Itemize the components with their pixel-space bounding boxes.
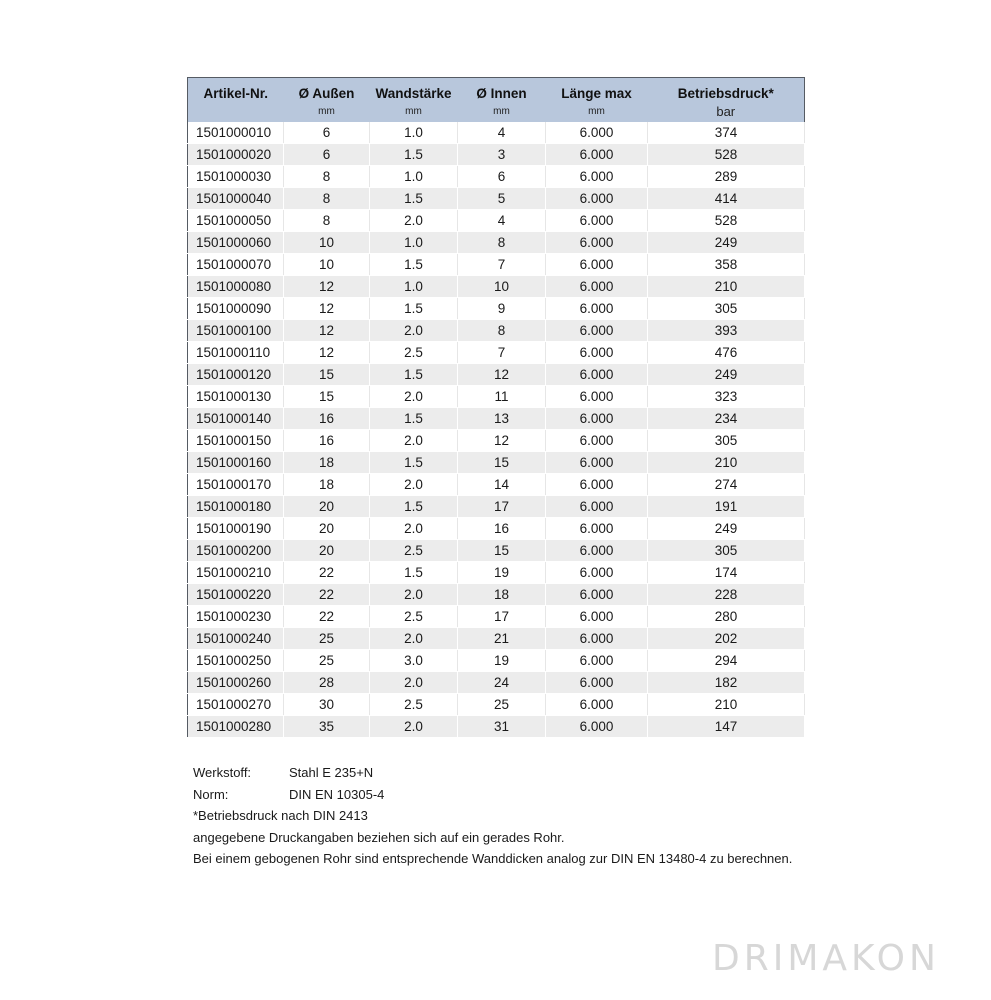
unit-wall-thickness: mm bbox=[370, 101, 458, 122]
cell-inner-diameter: 7 bbox=[458, 342, 546, 364]
cell-inner-diameter: 3 bbox=[458, 144, 546, 166]
drimakon-logo: DRIMAKON bbox=[712, 938, 940, 979]
table-row bbox=[188, 166, 805, 188]
cell-operating-pressure: 191 bbox=[648, 496, 805, 518]
cell-wall-thickness: 1.5 bbox=[370, 562, 458, 584]
cell-inner-diameter: 14 bbox=[458, 474, 546, 496]
table-row bbox=[188, 562, 805, 584]
table-row bbox=[188, 254, 805, 276]
cell-inner-diameter: 5 bbox=[458, 188, 546, 210]
cell-operating-pressure: 174 bbox=[648, 562, 805, 584]
header-article-no: Artikel-Nr. bbox=[188, 78, 284, 102]
cell-max-length: 6.000 bbox=[546, 298, 648, 320]
cell-outer-diameter: 22 bbox=[284, 562, 370, 584]
table-row bbox=[188, 408, 805, 430]
unit-row bbox=[188, 101, 805, 122]
cell-inner-diameter: 19 bbox=[458, 650, 546, 672]
cell-operating-pressure: 228 bbox=[648, 584, 805, 606]
cell-max-length: 6.000 bbox=[546, 408, 648, 430]
cell-wall-thickness: 2.0 bbox=[370, 628, 458, 650]
cell-wall-thickness: 1.5 bbox=[370, 364, 458, 386]
cell-max-length: 6.000 bbox=[546, 144, 648, 166]
cell-wall-thickness: 2.0 bbox=[370, 430, 458, 452]
cell-max-length: 6.000 bbox=[546, 628, 648, 650]
table-row bbox=[188, 430, 805, 452]
cell-wall-thickness: 2.0 bbox=[370, 518, 458, 540]
cell-operating-pressure: 210 bbox=[648, 276, 805, 298]
cell-inner-diameter: 11 bbox=[458, 386, 546, 408]
cell-max-length: 6.000 bbox=[546, 584, 648, 606]
cell-outer-diameter: 18 bbox=[284, 474, 370, 496]
cell-operating-pressure: 249 bbox=[648, 232, 805, 254]
cell-outer-diameter: 20 bbox=[284, 518, 370, 540]
cell-wall-thickness: 1.0 bbox=[370, 166, 458, 188]
material-line bbox=[193, 762, 792, 784]
spec-sheet bbox=[187, 77, 804, 738]
cell-operating-pressure: 182 bbox=[648, 672, 805, 694]
table-row bbox=[188, 496, 805, 518]
cell-operating-pressure: 294 bbox=[648, 650, 805, 672]
cell-max-length: 6.000 bbox=[546, 166, 648, 188]
cell-outer-diameter: 25 bbox=[284, 628, 370, 650]
cell-article-no: 1501000070 bbox=[188, 254, 284, 276]
cell-article-no: 1501000130 bbox=[188, 386, 284, 408]
cell-article-no: 1501000170 bbox=[188, 474, 284, 496]
cell-max-length: 6.000 bbox=[546, 518, 648, 540]
cell-inner-diameter: 18 bbox=[458, 584, 546, 606]
table-row bbox=[188, 694, 805, 716]
pipe-spec-table bbox=[187, 77, 805, 738]
cell-wall-thickness: 1.0 bbox=[370, 232, 458, 254]
table-row bbox=[188, 650, 805, 672]
cell-max-length: 6.000 bbox=[546, 540, 648, 562]
header-inner-diameter: Ø Innen bbox=[458, 78, 546, 102]
cell-article-no: 1501000020 bbox=[188, 144, 284, 166]
cell-inner-diameter: 8 bbox=[458, 320, 546, 342]
table-row bbox=[188, 672, 805, 694]
table-row bbox=[188, 518, 805, 540]
cell-max-length: 6.000 bbox=[546, 364, 648, 386]
cell-article-no: 1501000080 bbox=[188, 276, 284, 298]
cell-article-no: 1501000280 bbox=[188, 716, 284, 738]
note-line-1: angegebene Druckangaben beziehen sich auf ein gerades Rohr. bbox=[193, 829, 565, 845]
cell-outer-diameter: 12 bbox=[284, 276, 370, 298]
header-wall-thickness: Wandstärke bbox=[370, 78, 458, 102]
cell-max-length: 6.000 bbox=[546, 562, 648, 584]
cell-wall-thickness: 1.5 bbox=[370, 144, 458, 166]
material-value: Stahl E 235+N bbox=[289, 765, 374, 780]
cell-max-length: 6.000 bbox=[546, 452, 648, 474]
cell-max-length: 6.000 bbox=[546, 496, 648, 518]
cell-inner-diameter: 6 bbox=[458, 166, 546, 188]
cell-inner-diameter: 17 bbox=[458, 606, 546, 628]
cell-inner-diameter: 12 bbox=[458, 430, 546, 452]
cell-inner-diameter: 25 bbox=[458, 694, 546, 716]
cell-outer-diameter: 15 bbox=[284, 386, 370, 408]
cell-operating-pressure: 528 bbox=[648, 144, 805, 166]
cell-outer-diameter: 8 bbox=[284, 188, 370, 210]
table-row bbox=[188, 210, 805, 232]
table-row bbox=[188, 606, 805, 628]
table-row bbox=[188, 298, 805, 320]
cell-wall-thickness: 1.5 bbox=[370, 298, 458, 320]
cell-wall-thickness: 2.0 bbox=[370, 320, 458, 342]
cell-outer-diameter: 18 bbox=[284, 452, 370, 474]
cell-operating-pressure: 234 bbox=[648, 408, 805, 430]
table-row bbox=[188, 122, 805, 144]
cell-article-no: 1501000030 bbox=[188, 166, 284, 188]
cell-wall-thickness: 2.0 bbox=[370, 584, 458, 606]
cell-inner-diameter: 19 bbox=[458, 562, 546, 584]
cell-outer-diameter: 22 bbox=[284, 606, 370, 628]
cell-wall-thickness: 2.0 bbox=[370, 474, 458, 496]
cell-outer-diameter: 10 bbox=[284, 254, 370, 276]
cell-operating-pressure: 414 bbox=[648, 188, 805, 210]
cell-max-length: 6.000 bbox=[546, 650, 648, 672]
cell-max-length: 6.000 bbox=[546, 430, 648, 452]
cell-article-no: 1501000150 bbox=[188, 430, 284, 452]
cell-max-length: 6.000 bbox=[546, 122, 648, 144]
cell-outer-diameter: 25 bbox=[284, 650, 370, 672]
cell-max-length: 6.000 bbox=[546, 694, 648, 716]
cell-outer-diameter: 12 bbox=[284, 342, 370, 364]
cell-operating-pressure: 393 bbox=[648, 320, 805, 342]
table-row bbox=[188, 628, 805, 650]
cell-operating-pressure: 289 bbox=[648, 166, 805, 188]
cell-max-length: 6.000 bbox=[546, 320, 648, 342]
norm-line bbox=[193, 784, 792, 806]
cell-operating-pressure: 305 bbox=[648, 298, 805, 320]
cell-operating-pressure: 274 bbox=[648, 474, 805, 496]
cell-wall-thickness: 1.0 bbox=[370, 276, 458, 298]
cell-inner-diameter: 4 bbox=[458, 122, 546, 144]
cell-inner-diameter: 10 bbox=[458, 276, 546, 298]
cell-outer-diameter: 12 bbox=[284, 298, 370, 320]
cell-article-no: 1501000220 bbox=[188, 584, 284, 606]
cell-operating-pressure: 249 bbox=[648, 518, 805, 540]
cell-outer-diameter: 6 bbox=[284, 122, 370, 144]
cell-outer-diameter: 6 bbox=[284, 144, 370, 166]
table-row bbox=[188, 188, 805, 210]
cell-wall-thickness: 2.0 bbox=[370, 716, 458, 738]
cell-article-no: 1501000040 bbox=[188, 188, 284, 210]
cell-max-length: 6.000 bbox=[546, 188, 648, 210]
cell-inner-diameter: 21 bbox=[458, 628, 546, 650]
cell-operating-pressure: 210 bbox=[648, 452, 805, 474]
header-outer-diameter: Ø Außen bbox=[284, 78, 370, 102]
cell-outer-diameter: 16 bbox=[284, 430, 370, 452]
cell-article-no: 1501000060 bbox=[188, 232, 284, 254]
cell-article-no: 1501000270 bbox=[188, 694, 284, 716]
cell-operating-pressure: 147 bbox=[648, 716, 805, 738]
unit-operating-pressure: bar bbox=[648, 101, 805, 122]
header-max-length: Länge max bbox=[546, 78, 648, 102]
table-row bbox=[188, 716, 805, 738]
unit-inner-diameter: mm bbox=[458, 101, 546, 122]
cell-article-no: 1501000160 bbox=[188, 452, 284, 474]
cell-outer-diameter: 30 bbox=[284, 694, 370, 716]
cell-operating-pressure: 249 bbox=[648, 364, 805, 386]
cell-operating-pressure: 374 bbox=[648, 122, 805, 144]
cell-article-no: 1501000210 bbox=[188, 562, 284, 584]
norm-label: Norm: bbox=[193, 786, 229, 802]
cell-article-no: 1501000050 bbox=[188, 210, 284, 232]
cell-max-length: 6.000 bbox=[546, 342, 648, 364]
cell-max-length: 6.000 bbox=[546, 210, 648, 232]
cell-article-no: 1501000100 bbox=[188, 320, 284, 342]
cell-outer-diameter: 20 bbox=[284, 496, 370, 518]
cell-inner-diameter: 24 bbox=[458, 672, 546, 694]
table-row bbox=[188, 584, 805, 606]
cell-wall-thickness: 1.5 bbox=[370, 188, 458, 210]
material-label: Werkstoff: bbox=[193, 765, 252, 780]
cell-outer-diameter: 22 bbox=[284, 584, 370, 606]
cell-inner-diameter: 9 bbox=[458, 298, 546, 320]
cell-wall-thickness: 2.5 bbox=[370, 606, 458, 628]
cell-article-no: 1501000110 bbox=[188, 342, 284, 364]
cell-article-no: 1501000010 bbox=[188, 122, 284, 144]
table-row bbox=[188, 364, 805, 386]
header-row bbox=[188, 78, 805, 102]
cell-max-length: 6.000 bbox=[546, 672, 648, 694]
cell-operating-pressure: 323 bbox=[648, 386, 805, 408]
cell-operating-pressure: 210 bbox=[648, 694, 805, 716]
cell-wall-thickness: 2.0 bbox=[370, 386, 458, 408]
cell-wall-thickness: 1.5 bbox=[370, 496, 458, 518]
cell-inner-diameter: 7 bbox=[458, 254, 546, 276]
table-row bbox=[188, 232, 805, 254]
cell-article-no: 1501000230 bbox=[188, 606, 284, 628]
cell-max-length: 6.000 bbox=[546, 606, 648, 628]
cell-article-no: 1501000190 bbox=[188, 518, 284, 540]
cell-outer-diameter: 10 bbox=[284, 232, 370, 254]
cell-max-length: 6.000 bbox=[546, 716, 648, 738]
cell-operating-pressure: 476 bbox=[648, 342, 805, 364]
cell-operating-pressure: 358 bbox=[648, 254, 805, 276]
cell-max-length: 6.000 bbox=[546, 254, 648, 276]
cell-wall-thickness: 2.5 bbox=[370, 694, 458, 716]
cell-wall-thickness: 1.0 bbox=[370, 122, 458, 144]
cell-wall-thickness: 1.5 bbox=[370, 408, 458, 430]
cell-article-no: 1501000180 bbox=[188, 496, 284, 518]
cell-wall-thickness: 2.0 bbox=[370, 672, 458, 694]
table-row bbox=[188, 320, 805, 342]
unit-article-no bbox=[188, 101, 284, 122]
cell-outer-diameter: 8 bbox=[284, 166, 370, 188]
table-row bbox=[188, 386, 805, 408]
table-row bbox=[188, 452, 805, 474]
cell-max-length: 6.000 bbox=[546, 276, 648, 298]
cell-outer-diameter: 8 bbox=[284, 210, 370, 232]
cell-max-length: 6.000 bbox=[546, 232, 648, 254]
cell-article-no: 1501000250 bbox=[188, 650, 284, 672]
norm-value: DIN EN 10305-4 bbox=[289, 786, 385, 802]
table-row bbox=[188, 474, 805, 496]
cell-wall-thickness: 2.0 bbox=[370, 210, 458, 232]
cell-wall-thickness: 2.5 bbox=[370, 540, 458, 562]
cell-outer-diameter: 12 bbox=[284, 320, 370, 342]
table-body bbox=[188, 122, 805, 738]
table-row bbox=[188, 276, 805, 298]
note-line-2: Bei einem gebogenen Rohr sind entsprechende Wanddicken analog zur DIN EN 13480-4 zu berechnen. bbox=[193, 851, 793, 866]
table-row bbox=[188, 540, 805, 562]
cell-inner-diameter: 15 bbox=[458, 452, 546, 474]
cell-inner-diameter: 12 bbox=[458, 364, 546, 386]
cell-inner-diameter: 16 bbox=[458, 518, 546, 540]
cell-inner-diameter: 17 bbox=[458, 496, 546, 518]
footnote: *Betriebsdruck nach DIN 2413 bbox=[193, 808, 368, 823]
cell-article-no: 1501000200 bbox=[188, 540, 284, 562]
table-row bbox=[188, 342, 805, 364]
cell-article-no: 1501000120 bbox=[188, 364, 284, 386]
cell-max-length: 6.000 bbox=[546, 386, 648, 408]
cell-outer-diameter: 15 bbox=[284, 364, 370, 386]
cell-operating-pressure: 202 bbox=[648, 628, 805, 650]
cell-operating-pressure: 280 bbox=[648, 606, 805, 628]
cell-article-no: 1501000090 bbox=[188, 298, 284, 320]
cell-outer-diameter: 35 bbox=[284, 716, 370, 738]
cell-outer-diameter: 28 bbox=[284, 672, 370, 694]
cell-article-no: 1501000140 bbox=[188, 408, 284, 430]
cell-inner-diameter: 4 bbox=[458, 210, 546, 232]
cell-operating-pressure: 305 bbox=[648, 430, 805, 452]
notes-block bbox=[193, 762, 792, 870]
header-operating-pressure: Betriebsdruck* bbox=[648, 78, 805, 102]
cell-inner-diameter: 8 bbox=[458, 232, 546, 254]
table-row bbox=[188, 144, 805, 166]
cell-inner-diameter: 31 bbox=[458, 716, 546, 738]
cell-wall-thickness: 3.0 bbox=[370, 650, 458, 672]
cell-wall-thickness: 1.5 bbox=[370, 452, 458, 474]
cell-max-length: 6.000 bbox=[546, 474, 648, 496]
cell-outer-diameter: 20 bbox=[284, 540, 370, 562]
cell-wall-thickness: 1.5 bbox=[370, 254, 458, 276]
cell-outer-diameter: 16 bbox=[284, 408, 370, 430]
unit-max-length: mm bbox=[546, 101, 648, 122]
cell-article-no: 1501000240 bbox=[188, 628, 284, 650]
cell-inner-diameter: 13 bbox=[458, 408, 546, 430]
cell-inner-diameter: 15 bbox=[458, 540, 546, 562]
cell-wall-thickness: 2.5 bbox=[370, 342, 458, 364]
cell-operating-pressure: 528 bbox=[648, 210, 805, 232]
cell-operating-pressure: 305 bbox=[648, 540, 805, 562]
unit-outer-diameter: mm bbox=[284, 101, 370, 122]
cell-article-no: 1501000260 bbox=[188, 672, 284, 694]
